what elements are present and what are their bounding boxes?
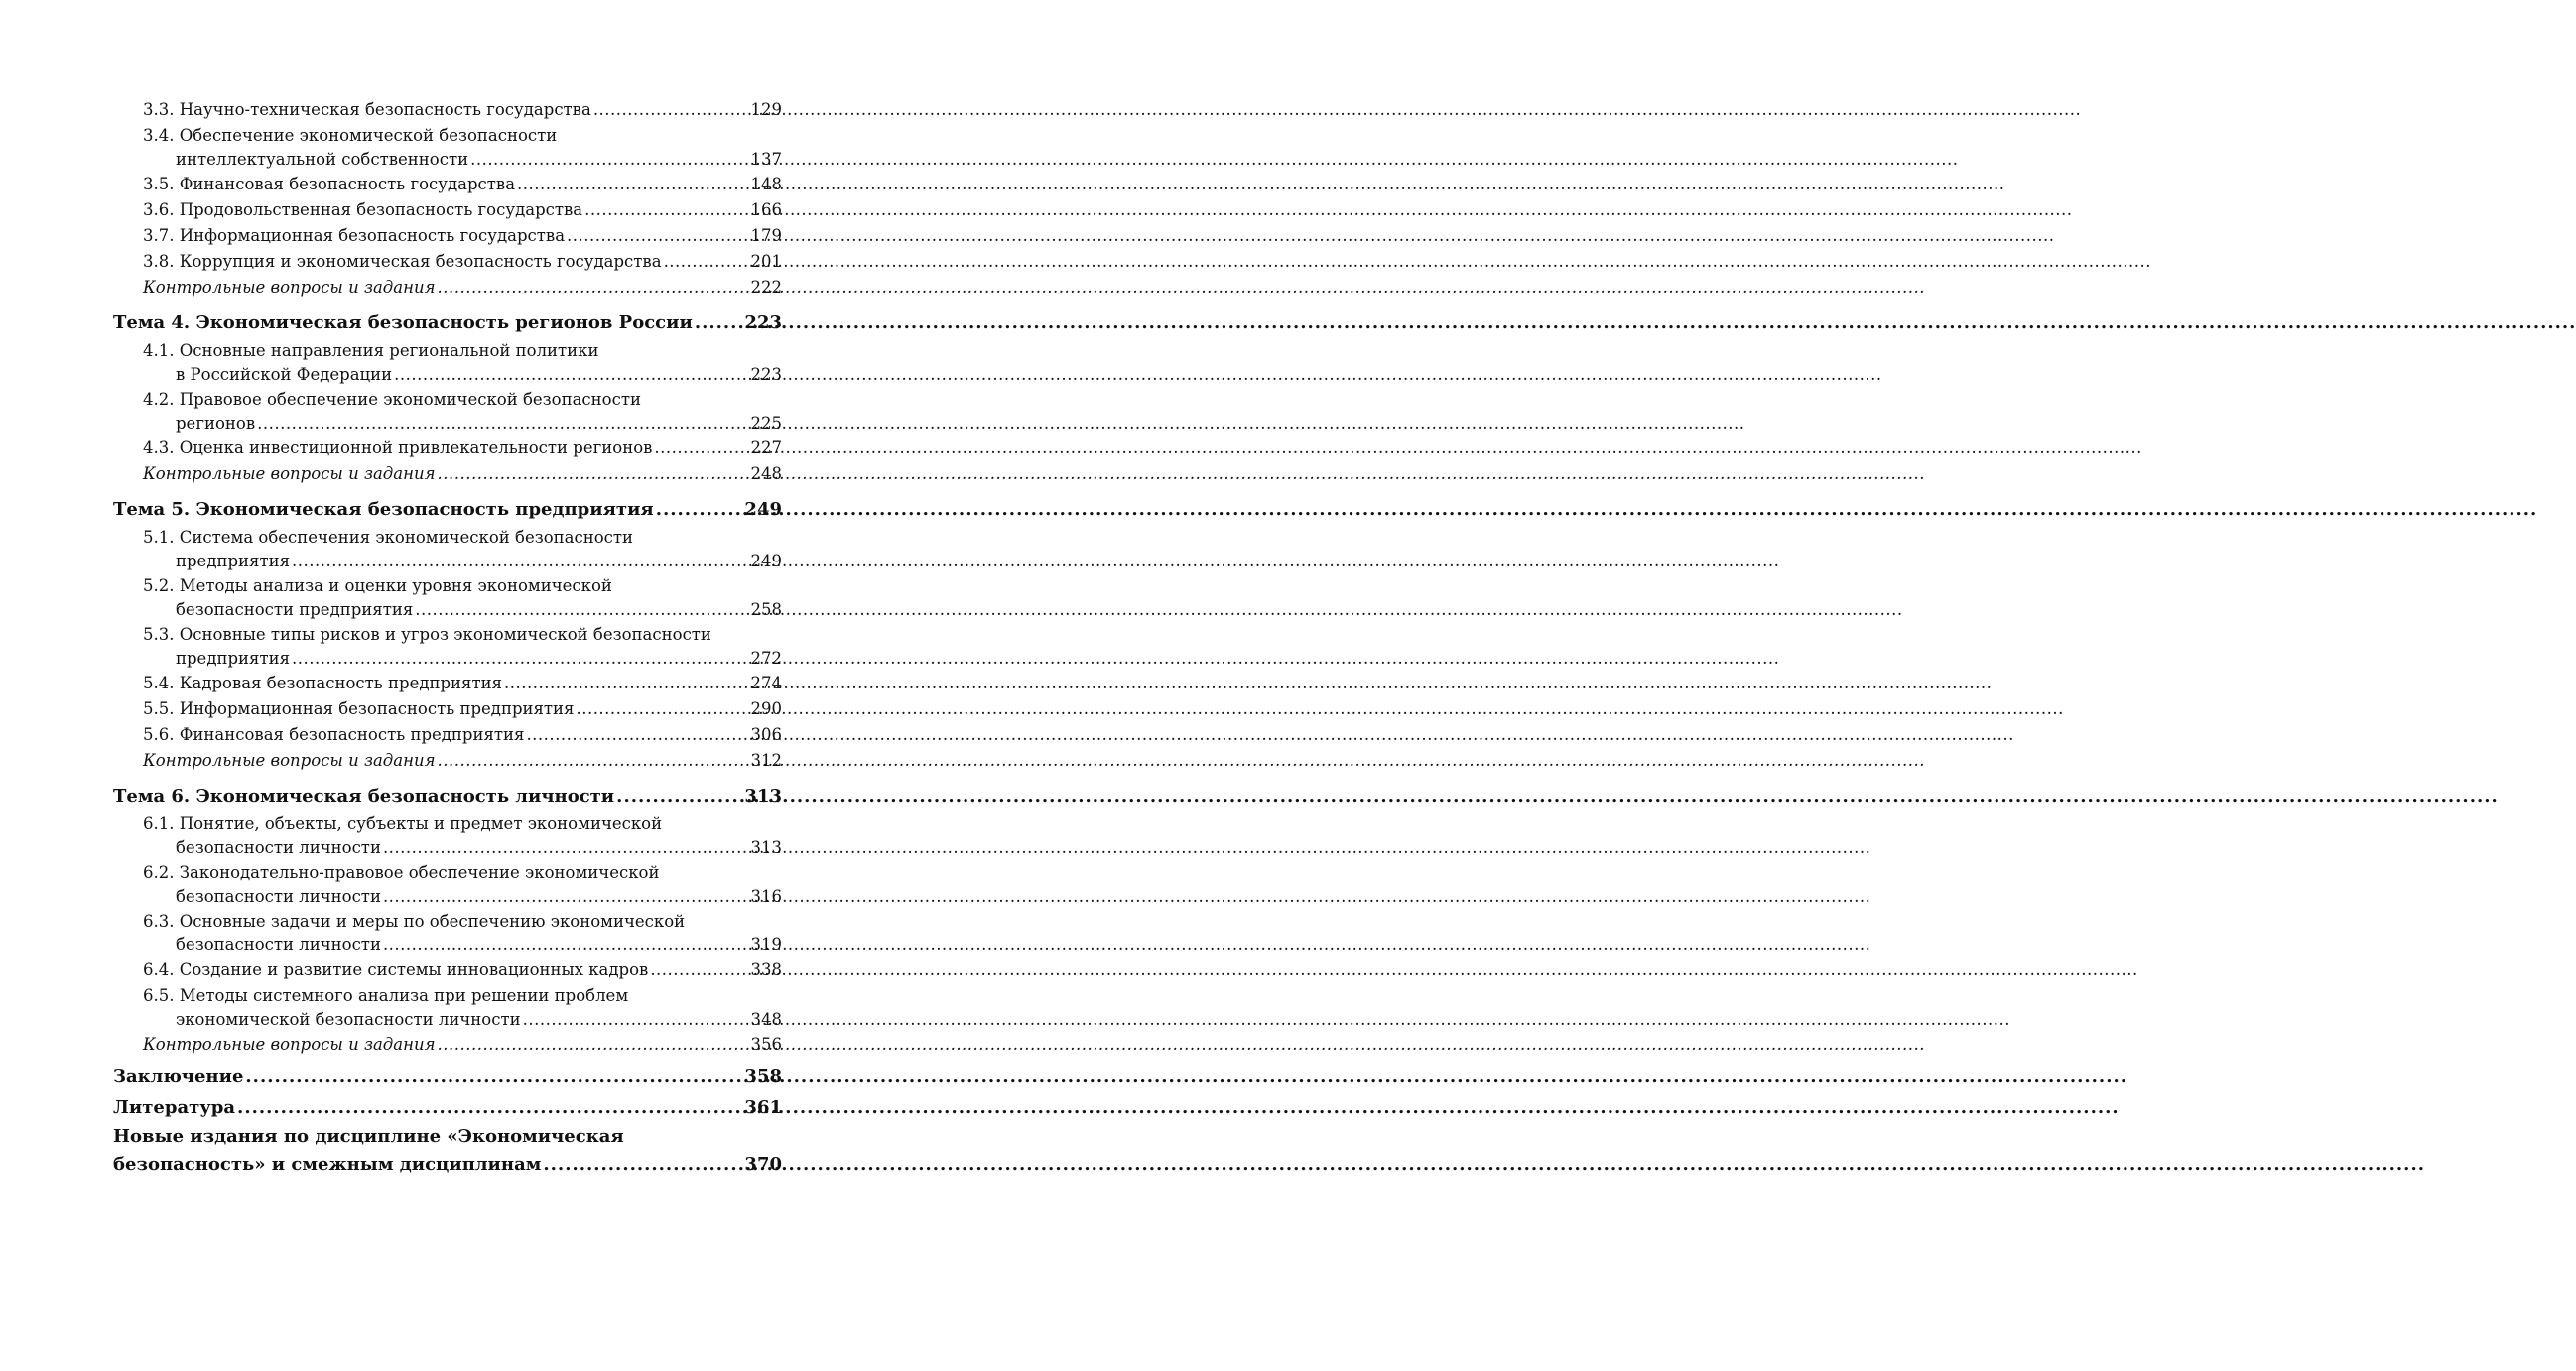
toc-page-number: 272 xyxy=(750,649,782,668)
leader-dots xyxy=(567,223,748,249)
toc-page-number: 249 xyxy=(750,552,782,570)
toc-entry-title: Контрольные вопросы и задания xyxy=(143,751,436,770)
toc-page-number: 348 xyxy=(750,1010,782,1029)
toc-entry-title-line1: 5.3. Основные типы рисков и угроз экономической безопасности xyxy=(143,625,711,644)
leader-dots xyxy=(543,1151,742,1179)
toc-page-number: 319 xyxy=(750,935,782,954)
leader-dots xyxy=(237,1092,742,1123)
leader-dots xyxy=(394,363,748,387)
toc-topic-title: Заключение xyxy=(113,1066,244,1087)
leader-dots xyxy=(245,1061,742,1092)
toc-entry-4-2[interactable] xyxy=(113,387,782,436)
toc-entry-questions-5[interactable] xyxy=(113,748,782,774)
toc-entry-title: 4.3. Оценка инвестиционной привлекательности регионов xyxy=(143,438,653,457)
toc-entry-title: 3.7. Информационная безопасность государства xyxy=(143,226,566,245)
toc-page-number: 249 xyxy=(744,499,782,520)
toc-entry-title-line2: интеллектуальной собственности xyxy=(176,150,469,169)
toc-entry-title: Контрольные вопросы и задания xyxy=(143,278,436,297)
toc-entry-title: Контрольные вопросы и задания xyxy=(143,1035,436,1054)
toc-entry-6-1[interactable] xyxy=(113,811,782,860)
toc-entry-questions-4[interactable] xyxy=(113,461,782,487)
toc-entry-title: 5.6. Финансовая безопасность предприятия xyxy=(143,725,525,744)
toc-entry-title: 5.5. Информационная безопасность предприятия xyxy=(143,699,575,718)
leader-dots xyxy=(695,309,743,338)
toc-page-number: 148 xyxy=(750,175,782,193)
toc-page-number: 313 xyxy=(750,838,782,857)
toc-topic-5[interactable] xyxy=(113,495,782,525)
leader-dots xyxy=(650,957,748,983)
toc-topic-title-line1: Новые издания по дисциплине «Экономическая xyxy=(113,1126,624,1147)
toc-entry-3-5[interactable] xyxy=(113,172,782,197)
leader-dots xyxy=(654,436,748,461)
toc-page-number: 312 xyxy=(750,751,782,770)
toc-page-number: 222 xyxy=(750,278,782,297)
leader-dots xyxy=(656,495,743,525)
toc-entry-5-3[interactable] xyxy=(113,622,782,671)
toc-entry-title-line1: 6.2. Законодательно-правовое обеспечение экономической xyxy=(143,863,660,882)
toc-page-number: 370 xyxy=(744,1154,782,1175)
toc-entry-title-line2: предприятия xyxy=(176,552,290,570)
leader-dots xyxy=(383,885,749,909)
toc-page-number: 227 xyxy=(750,438,782,457)
toc-topic-title: Тема 5. Экономическая безопасность предприятия xyxy=(113,499,654,520)
toc-topic-title: Тема 6. Экономическая безопасность личности xyxy=(113,786,615,807)
toc-topic-title-line2: безопасность» и смежным дисциплинам xyxy=(113,1154,542,1175)
leader-dots xyxy=(292,550,749,573)
leader-dots xyxy=(526,722,748,748)
toc-page-number: 316 xyxy=(750,887,782,906)
toc-entry-title-line2: экономической безопасности личности xyxy=(176,1010,521,1029)
toc-topic-6[interactable] xyxy=(113,782,782,811)
toc-page-number: 313 xyxy=(744,786,782,807)
leader-dots xyxy=(438,748,749,774)
toc-entry-title-line1: 4.2. Правовое обеспечение экономической безопасности xyxy=(143,390,641,409)
toc-entry-title-line1: 6.3. Основные задачи и меры по обеспечению экономической xyxy=(143,912,686,931)
leader-dots xyxy=(415,598,748,622)
toc-entry-6-5[interactable] xyxy=(113,983,782,1032)
toc-entry-title: 6.4. Создание и развитие системы инновационных кадров xyxy=(143,960,649,979)
toc-entry-3-6[interactable] xyxy=(113,197,782,223)
leader-dots xyxy=(576,696,748,722)
toc-entry-3-3[interactable] xyxy=(113,97,782,123)
toc-entry-title-line1: 4.1. Основные направления региональной политики xyxy=(143,341,599,360)
leader-dots xyxy=(584,197,748,223)
toc-page-number: 129 xyxy=(750,100,782,119)
leader-dots xyxy=(383,934,749,957)
toc-entry-title: Контрольные вопросы и задания xyxy=(143,464,436,483)
toc-entry-title-line2: безопасности личности xyxy=(176,935,381,954)
table-of-contents xyxy=(113,97,782,1179)
leader-dots xyxy=(438,1032,749,1058)
leader-dots xyxy=(593,97,749,123)
leader-dots xyxy=(383,836,749,860)
toc-entry-6-2[interactable] xyxy=(113,860,782,909)
toc-entry-6-4[interactable] xyxy=(113,957,782,983)
toc-entry-title: 3.5. Финансовая безопасность государства xyxy=(143,175,516,193)
toc-entry-questions-6[interactable] xyxy=(113,1032,782,1058)
toc-entry-title-line1: 5.1. Система обеспечения экономической безопасности xyxy=(143,528,634,547)
toc-entry-title-line2: регионов xyxy=(176,414,256,433)
toc-topic-4[interactable] xyxy=(113,309,782,338)
toc-entry-questions-3[interactable] xyxy=(113,275,782,301)
toc-entry-title-line2: предприятия xyxy=(176,649,290,668)
leader-dots xyxy=(438,275,749,301)
toc-entry-title-line2: безопасности личности xyxy=(176,887,381,906)
leader-dots xyxy=(438,461,749,487)
toc-entry-5-4[interactable] xyxy=(113,671,782,696)
toc-literature[interactable] xyxy=(113,1092,782,1123)
toc-entry-3-8[interactable] xyxy=(113,249,782,275)
toc-page-number: 223 xyxy=(750,365,782,384)
toc-entry-title: 3.6. Продовольственная безопасность государства xyxy=(143,200,583,219)
toc-entry-5-2[interactable] xyxy=(113,573,782,622)
toc-page-number: 225 xyxy=(750,414,782,433)
toc-entry-title-line1: 3.4. Обеспечение экономической безопасности xyxy=(143,126,558,145)
toc-entry-title-line2: безопасности предприятия xyxy=(176,600,414,619)
toc-topic-title: Тема 4. Экономическая безопасность регионов России xyxy=(113,312,693,333)
leader-dots xyxy=(257,412,748,436)
toc-entry-title-line1: 6.1. Понятие, объекты, субъекты и предмет экономической xyxy=(143,814,663,833)
toc-entry-title-line1: 6.5. Методы системного анализа при решении проблем xyxy=(143,986,629,1005)
toc-entry-5-5[interactable] xyxy=(113,696,782,722)
toc-page-number: 179 xyxy=(750,226,782,245)
toc-page-number: 361 xyxy=(744,1097,782,1118)
toc-page-number: 258 xyxy=(750,600,782,619)
toc-page-number: 201 xyxy=(750,252,782,271)
toc-page-number: 306 xyxy=(750,725,782,744)
toc-page-number: 166 xyxy=(750,200,782,219)
toc-page-number: 274 xyxy=(750,674,782,692)
toc-entry-title-line1: 5.2. Методы анализа и оценки уровня экономической xyxy=(143,576,612,595)
toc-topic-title: Литература xyxy=(113,1097,236,1118)
leader-dots xyxy=(523,1008,749,1032)
toc-page-number: 338 xyxy=(750,960,782,979)
leader-dots xyxy=(470,148,748,172)
leader-dots xyxy=(504,671,749,696)
toc-entry-4-3[interactable] xyxy=(113,436,782,461)
toc-entry-title-line2: в Российской Федерации xyxy=(176,365,393,384)
toc-entry-3-4[interactable] xyxy=(113,123,782,172)
toc-entry-title: 3.8. Коррупция и экономическая безопасность государства xyxy=(143,252,662,271)
leader-dots xyxy=(616,782,742,811)
toc-page-number: 358 xyxy=(744,1066,782,1087)
toc-page-number: 137 xyxy=(750,150,782,169)
toc-page-number: 223 xyxy=(744,312,782,333)
leader-dots xyxy=(664,249,749,275)
toc-entry-title: 3.3. Научно-техническая безопасность государства xyxy=(143,100,591,119)
toc-page-number: 248 xyxy=(750,464,782,483)
toc-entry-3-7[interactable] xyxy=(113,223,782,249)
leader-dots xyxy=(517,172,748,197)
toc-entry-title-line2: безопасности личности xyxy=(176,838,381,857)
toc-page-number: 290 xyxy=(750,699,782,718)
toc-entry-4-1[interactable] xyxy=(113,338,782,387)
toc-entry-5-6[interactable] xyxy=(113,722,782,748)
toc-page-number: 356 xyxy=(750,1035,782,1054)
toc-conclusion[interactable] xyxy=(113,1061,782,1092)
leader-dots xyxy=(292,647,749,671)
toc-entry-5-1[interactable] xyxy=(113,525,782,573)
toc-entry-title: 5.4. Кадровая безопасность предприятия xyxy=(143,674,502,692)
toc-new-editions[interactable] xyxy=(113,1123,782,1179)
toc-entry-6-3[interactable] xyxy=(113,909,782,957)
